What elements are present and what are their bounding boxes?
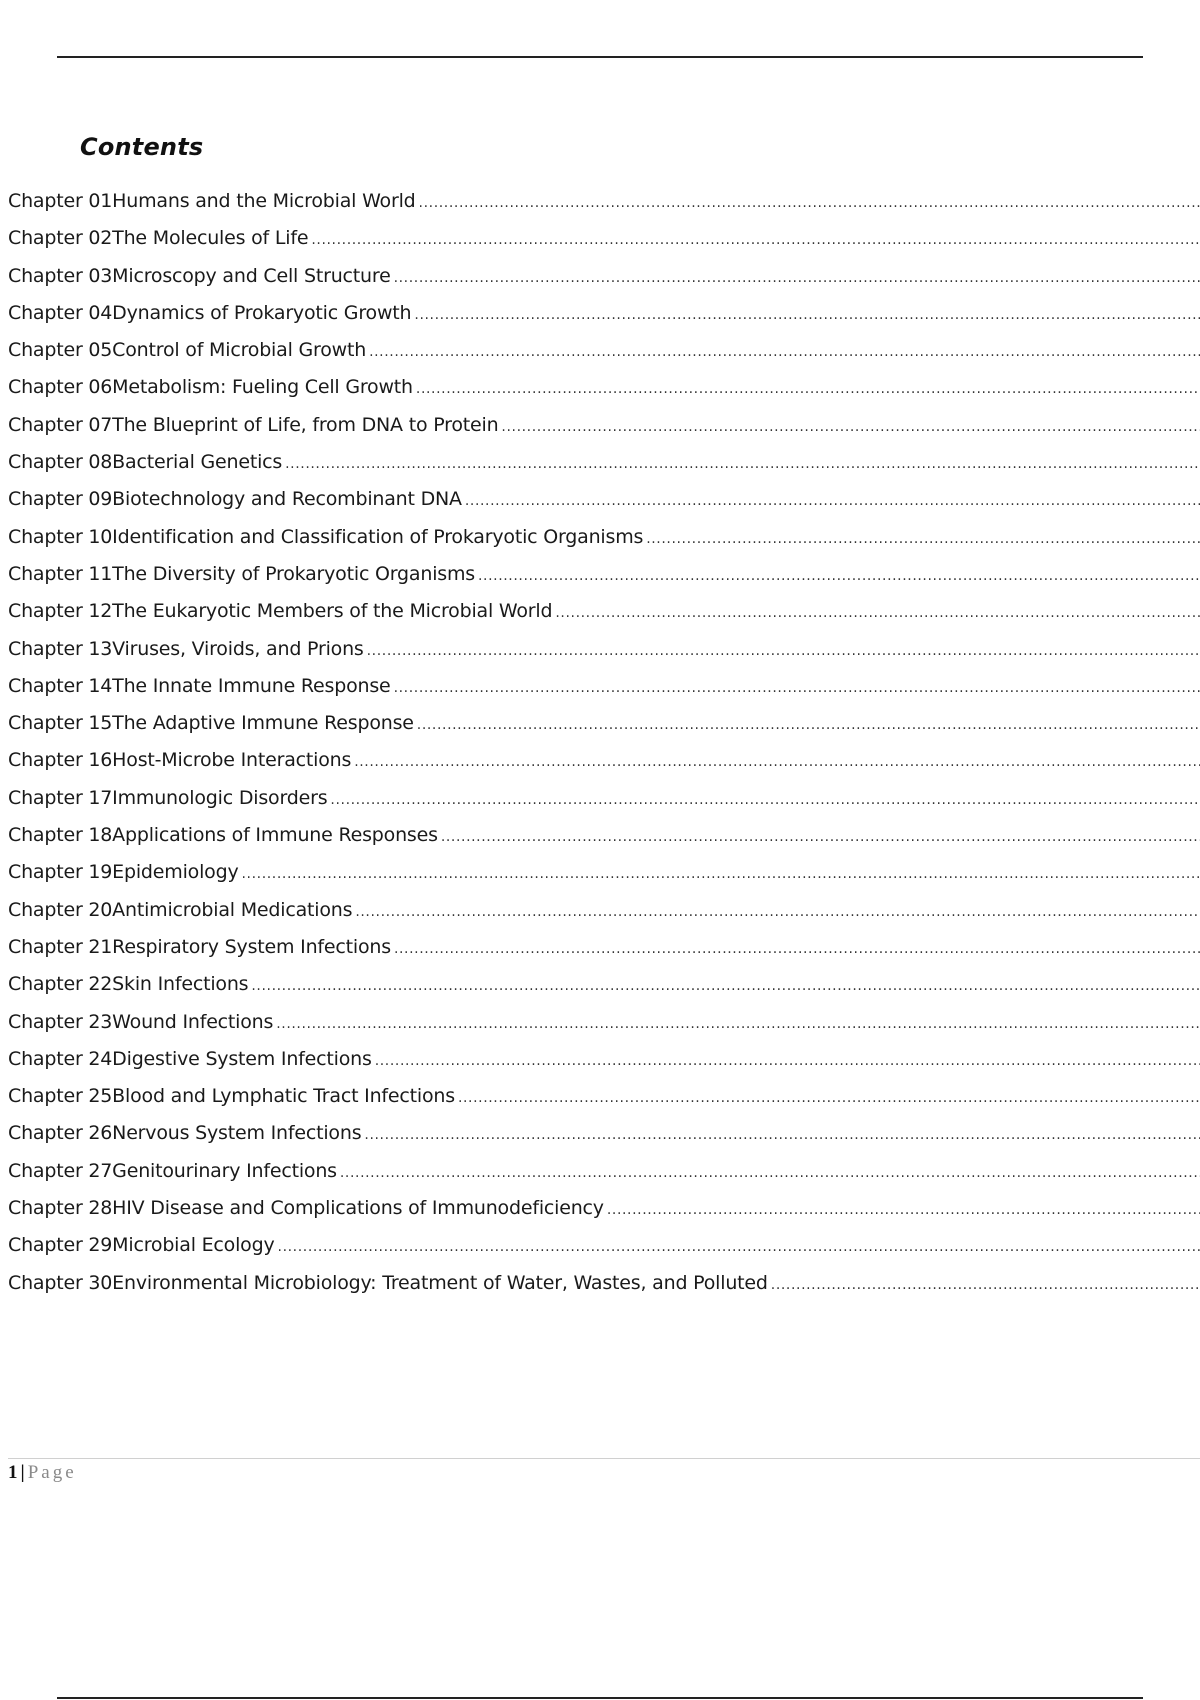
toc-entry-28[interactable]: [8, 1195, 1200, 1232]
dot-leader: [242, 861, 1200, 887]
toc-entry-07[interactable]: [8, 412, 1200, 449]
dot-leader: [367, 638, 1200, 664]
toc-entry-label: Chapter 06Metabolism: Fueling Cell Growth: [8, 376, 413, 399]
toc-entry-label: Chapter 25Blood and Lymphatic Tract Infections: [8, 1085, 455, 1108]
toc-entry-02[interactable]: [8, 225, 1200, 262]
toc-entry-05[interactable]: [8, 337, 1200, 374]
toc-entry-16[interactable]: [8, 747, 1200, 784]
toc-entry-23[interactable]: [8, 1009, 1200, 1046]
toc-entry-20[interactable]: [8, 897, 1200, 934]
toc-entry-label: Chapter 28HIV Disease and Complications of Immunodeficiency: [8, 1197, 604, 1220]
dot-leader: [375, 1048, 1200, 1074]
toc-entry-15[interactable]: [8, 710, 1200, 747]
toc-entry-label: Chapter 22Skin Infections: [8, 973, 249, 996]
toc-entry-label: Chapter 05Control of Microbial Growth: [8, 339, 367, 362]
toc-entry-label: Chapter 03Microscopy and Cell Structure: [8, 264, 391, 287]
toc-entry-label: Chapter 04Dynamics of Prokaryotic Growth: [8, 301, 412, 324]
page-word: Page: [27, 1462, 77, 1483]
toc-entry-label: Chapter 30Environmental Microbiology: Treatment of Water, Wastes, and Polluted: [8, 1271, 768, 1294]
toc-entry-03[interactable]: [8, 263, 1200, 300]
dot-leader: [394, 265, 1200, 291]
footer-separator: |: [20, 1462, 25, 1483]
dot-leader: [771, 1272, 1200, 1298]
toc-entry-13[interactable]: [8, 636, 1200, 673]
dot-leader: [355, 899, 1200, 925]
toc-entry-10[interactable]: [8, 524, 1200, 561]
toc-entry-12[interactable]: [8, 598, 1200, 635]
toc-entry-09[interactable]: [8, 486, 1200, 523]
header-rule: [57, 56, 1143, 58]
toc-entry-label: Chapter 26Nervous System Infections: [8, 1122, 362, 1145]
dot-leader: [555, 600, 1200, 626]
dot-leader: [276, 1011, 1200, 1037]
toc-entry-label: Chapter 24Digestive System Infections: [8, 1047, 372, 1070]
toc-entry-label: Chapter 15The Adaptive Immune Response: [8, 712, 414, 735]
toc-entry-label: Chapter 10Identification and Classification of Prokaryotic Organisms: [8, 525, 644, 548]
toc-entry-label: Chapter 14The Innate Immune Response: [8, 674, 391, 697]
toc-entry-label: Chapter 23Wound Infections: [8, 1010, 274, 1033]
toc-entry-11[interactable]: [8, 561, 1200, 598]
page-number: 1: [8, 1462, 18, 1483]
toc-entry-label: Chapter 21Respiratory System Infections: [8, 935, 391, 958]
dot-leader: [478, 563, 1200, 589]
dot-leader: [354, 749, 1200, 775]
toc-entry-24[interactable]: [8, 1046, 1200, 1083]
toc-entry-label: Chapter 18Applications of Immune Responses: [8, 824, 438, 847]
toc-entry-29[interactable]: [8, 1232, 1200, 1269]
dot-leader: [607, 1197, 1200, 1223]
dot-leader: [465, 488, 1200, 514]
dot-leader: [501, 414, 1200, 440]
page-footer: [8, 1460, 77, 1486]
toc-entry-04[interactable]: [8, 300, 1200, 337]
toc-entry-label: Chapter 12The Eukaryotic Members of the Microbial World: [8, 600, 553, 623]
dot-leader: [394, 675, 1200, 701]
dot-leader: [285, 451, 1200, 477]
dot-leader: [330, 787, 1200, 813]
bottom-rule: [57, 1697, 1143, 1699]
toc-entry-label: Chapter 29Microbial Ecology: [8, 1234, 275, 1257]
dot-leader: [458, 1085, 1200, 1111]
dot-leader: [416, 376, 1200, 402]
dot-leader: [414, 302, 1200, 328]
toc-entry-label: Chapter 09Biotechnology and Recombinant DNA: [8, 488, 462, 511]
toc-entry-label: Chapter 27Genitourinary Infections: [8, 1159, 337, 1182]
toc-entry-14[interactable]: [8, 673, 1200, 710]
toc-entry-label: Chapter 02The Molecules of Life: [8, 227, 309, 250]
toc-entry-label: Chapter 19Epidemiology: [8, 861, 239, 884]
dot-leader: [364, 1122, 1200, 1148]
dot-leader: [419, 190, 1200, 216]
table-of-contents: [8, 188, 1200, 1307]
toc-entry-17[interactable]: [8, 785, 1200, 822]
toc-entry-label: Chapter 07The Blueprint of Life, from DNA to Protein: [8, 413, 499, 436]
dot-leader: [340, 1160, 1200, 1186]
toc-entry-label: Chapter 13Viruses, Viroids, and Prions: [8, 637, 364, 660]
dot-leader: [394, 936, 1200, 962]
contents-heading: Contents: [80, 133, 204, 161]
toc-entry-label: Chapter 08Bacterial Genetics: [8, 451, 283, 474]
toc-entry-27[interactable]: [8, 1158, 1200, 1195]
toc-entry-label: Chapter 20Antimicrobial Medications: [8, 898, 353, 921]
toc-entry-19[interactable]: [8, 859, 1200, 896]
toc-entry-label: Chapter 17Immunologic Disorders: [8, 786, 328, 809]
toc-entry-30[interactable]: [8, 1270, 1200, 1307]
dot-leader: [251, 973, 1200, 999]
toc-entry-18[interactable]: [8, 822, 1200, 859]
toc-entry-21[interactable]: [8, 934, 1200, 971]
toc-entry-label: Chapter 01Humans and the Microbial World: [8, 190, 416, 212]
dot-leader: [369, 339, 1200, 365]
toc-entry-08[interactable]: [8, 449, 1200, 486]
toc-entry-label: Chapter 16Host-Microbe Interactions: [8, 749, 352, 772]
dot-leader: [646, 526, 1200, 552]
toc-entry-25[interactable]: [8, 1083, 1200, 1120]
toc-entry-label: Chapter 11The Diversity of Prokaryotic Organisms: [8, 562, 475, 585]
toc-entry-01[interactable]: [8, 188, 1200, 225]
footer-rule: [8, 1458, 1200, 1459]
dot-leader: [278, 1234, 1200, 1260]
dot-leader: [417, 712, 1200, 738]
toc-entry-06[interactable]: [8, 374, 1200, 411]
toc-entry-22[interactable]: [8, 971, 1200, 1008]
dot-leader: [441, 824, 1200, 850]
dot-leader: [311, 227, 1200, 253]
toc-entry-26[interactable]: [8, 1120, 1200, 1157]
